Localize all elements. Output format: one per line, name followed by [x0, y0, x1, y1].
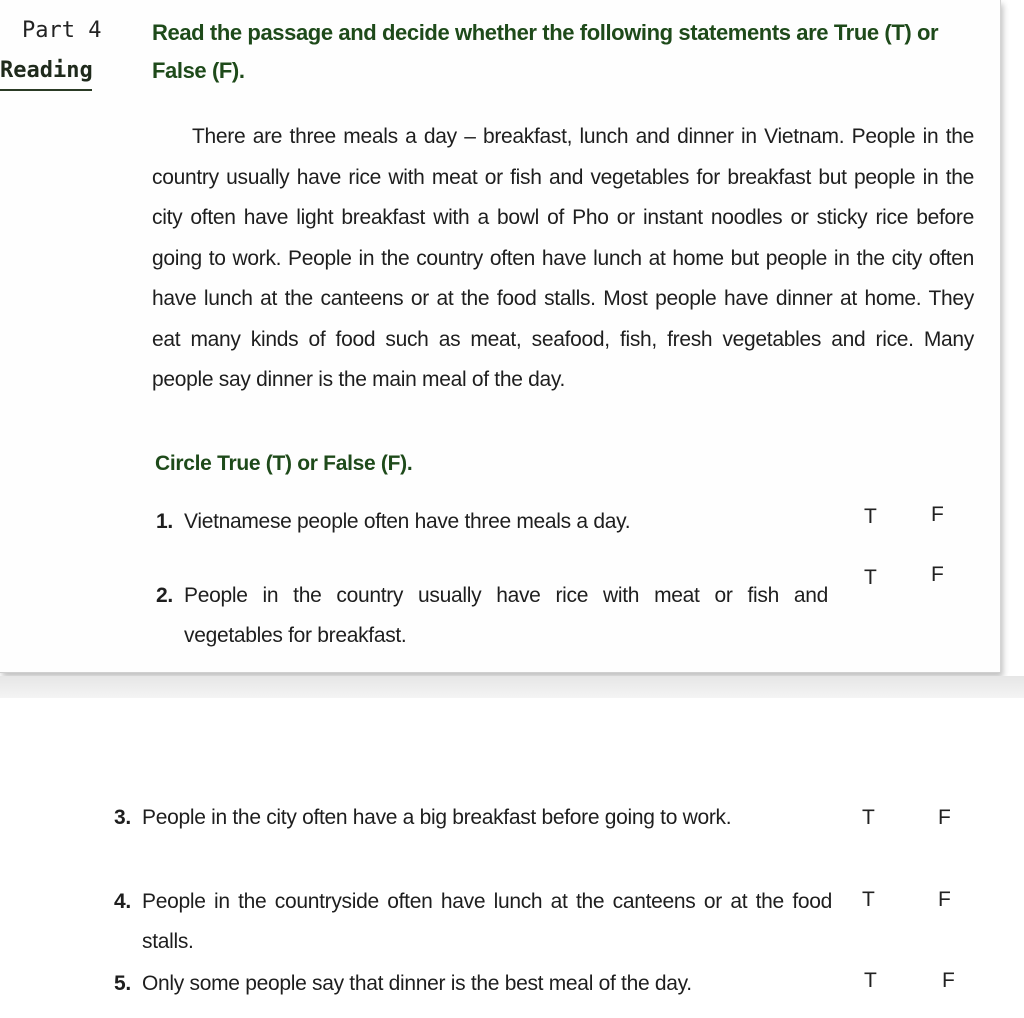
statement-1	[156, 502, 836, 542]
false-option-3[interactable]: F	[938, 806, 951, 829]
statement-2	[156, 576, 836, 656]
circle-instruction: Circle True (T) or False (F).	[155, 452, 413, 475]
part-label: Part 4	[22, 18, 102, 43]
true-option-5[interactable]: T	[864, 969, 877, 992]
false-option-4[interactable]: F	[938, 888, 951, 911]
statement-5	[114, 964, 834, 1004]
statement-text: Vietnamese people often have three meals a day.	[184, 510, 631, 533]
true-option-2[interactable]: T	[864, 566, 877, 589]
false-option-2[interactable]: F	[931, 563, 944, 586]
page-gap	[0, 676, 1024, 698]
section-label: Reading	[0, 58, 92, 91]
statement-4	[114, 882, 834, 962]
instruction-text: Read the passage and decide whether the following statements are True (T) or False (F).	[152, 20, 939, 83]
false-option-1[interactable]: F	[931, 503, 944, 526]
true-option-1[interactable]: T	[864, 505, 877, 528]
statement-3	[114, 798, 834, 878]
reading-passage: There are three meals a day – breakfast, lunch and dinner in Vietnam. People in the country usually have rice with meat or fish and vegetables for breakfast but people in the city often have light breakfast with a bowl of Pho or instant noodles or sticky rice before going to work. People in the country often have lunch at home but people in the city often have lunch at the canteens or at the food stalls. Most people have dinner at home. They eat many kinds of food such as meat, seafood, fish, fresh vegetables and rice. Many people say dinner is the main meal of the day.	[152, 125, 974, 391]
statement-text: People in the city often have a big breakfast before going to work.	[142, 806, 732, 829]
statement-number: 5.	[114, 972, 131, 995]
statement-number: 3.	[114, 806, 131, 829]
false-option-5[interactable]: F	[942, 969, 955, 992]
statement-text: People in the countryside often have lunch at the canteens or at the food stalls.	[142, 890, 832, 953]
statement-text: Only some people say that dinner is the best meal of the day.	[142, 972, 692, 995]
statement-number: 4.	[114, 890, 131, 913]
true-option-4[interactable]: T	[862, 888, 875, 911]
statement-text: People in the country usually have rice with meat or fish and vegetables for breakfast.	[184, 584, 828, 647]
statement-number: 1.	[156, 510, 173, 533]
true-option-3[interactable]: T	[862, 806, 875, 829]
statement-number: 2.	[156, 584, 173, 607]
